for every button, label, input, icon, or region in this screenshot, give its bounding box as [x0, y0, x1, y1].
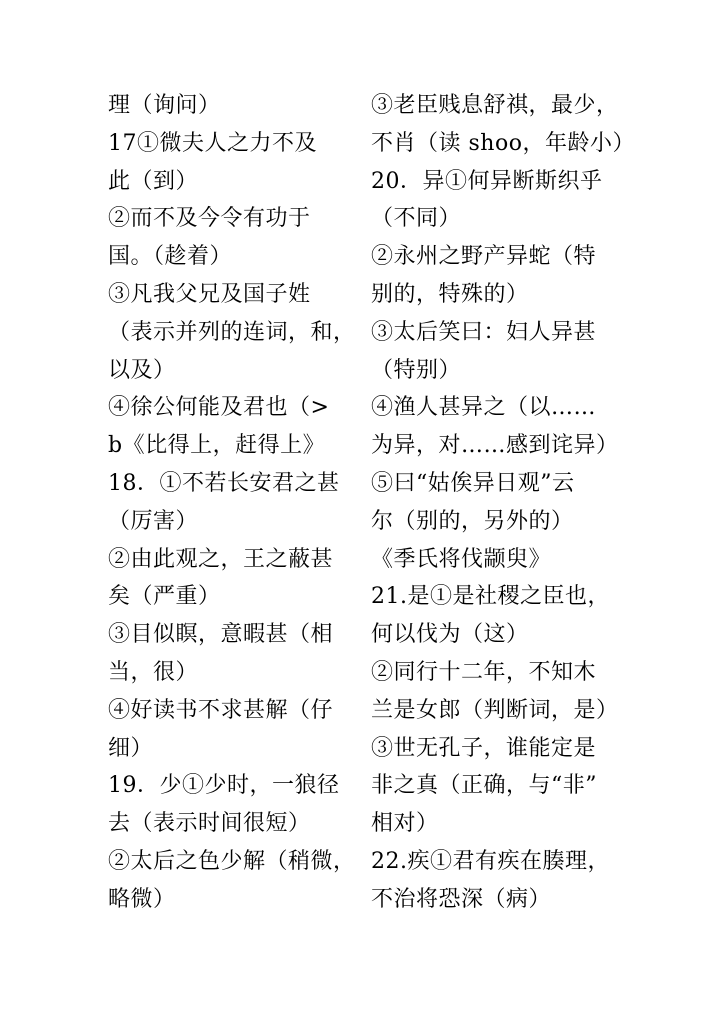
text-line: ④渔人甚异之（以…… — [371, 395, 597, 421]
text-line: （特别） — [371, 357, 462, 383]
text-line: （表示并列的连词，和， — [108, 319, 356, 345]
text-line: ③太后笑曰：妇人异甚 — [371, 319, 597, 345]
text-line: ③老臣贱息舒祺，最少， — [371, 93, 619, 118]
text-line: 略微） — [108, 886, 176, 912]
text-line: ③目似瞑，意暇甚（相 — [108, 622, 334, 648]
text-line: （厉害） — [108, 508, 199, 534]
text-line: 以及） — [108, 357, 176, 383]
text-line: ②而不及今令有功于 — [108, 206, 311, 232]
text-line: 21.是①是社稷之臣也， — [371, 584, 610, 610]
text-line: ②太后之色少解（稍微， — [108, 848, 356, 874]
text-line: 当，很） — [108, 659, 199, 685]
text-line: 此（到） — [108, 168, 199, 194]
text-line: 尔（别的，另外的） — [371, 508, 574, 534]
text-line: 19．少①少时，一狼径 — [108, 773, 340, 799]
text-line: ④好读书不求甚解（仔 — [108, 697, 334, 723]
text-line: 国。（趁着） — [108, 244, 233, 270]
text-line: 为异，对……感到诧异） — [371, 433, 619, 459]
text-line: 18．①不若长安君之甚 — [108, 470, 340, 496]
text-line: 细） — [108, 735, 154, 761]
text-line: 别的，特殊的） — [371, 281, 529, 307]
text-line: ④徐公何能及君也（> — [108, 395, 330, 421]
text-line: 17①微夫人之力不及 — [108, 130, 317, 156]
text-line: 非之真（正确，与“非” — [371, 773, 597, 799]
text-line: ②同行十二年，不知木 — [371, 659, 597, 685]
text-line: ⑤曰“姑俟异日观”云 — [371, 470, 575, 496]
text-line: b《比得上，赶得上》 — [108, 433, 326, 459]
text-line: 《季氏将伐颛臾》 — [371, 546, 552, 572]
text-line: ②由此观之，王之蔽甚 — [108, 546, 334, 572]
text-line: 不治将恐深（病） — [371, 886, 552, 912]
text-line: 22.疾①君有疾在腠理， — [371, 848, 610, 874]
text-line: 20．异①何异断斯织乎 — [371, 168, 603, 194]
left-text-column — [108, 87, 360, 919]
text-line: ③凡我父兄及国子姓 — [108, 281, 311, 307]
text-line: 相对） — [371, 811, 439, 837]
text-line: ②永州之野产异蛇（特 — [371, 244, 597, 270]
text-line: 矣（严重） — [108, 584, 221, 610]
right-text-column — [371, 87, 635, 919]
text-line: （不同） — [371, 206, 462, 232]
text-line: 兰是女郎（判断词，是） — [371, 697, 619, 723]
text-line: 理（询问） — [108, 93, 221, 118]
text-line: 去（表示时间很短） — [108, 811, 311, 837]
text-line: 何以伐为（这） — [371, 622, 529, 648]
text-line: ③世无孔子，谁能定是 — [371, 735, 597, 761]
text-line: 不肖（读 shoo，年龄小） — [371, 130, 635, 156]
